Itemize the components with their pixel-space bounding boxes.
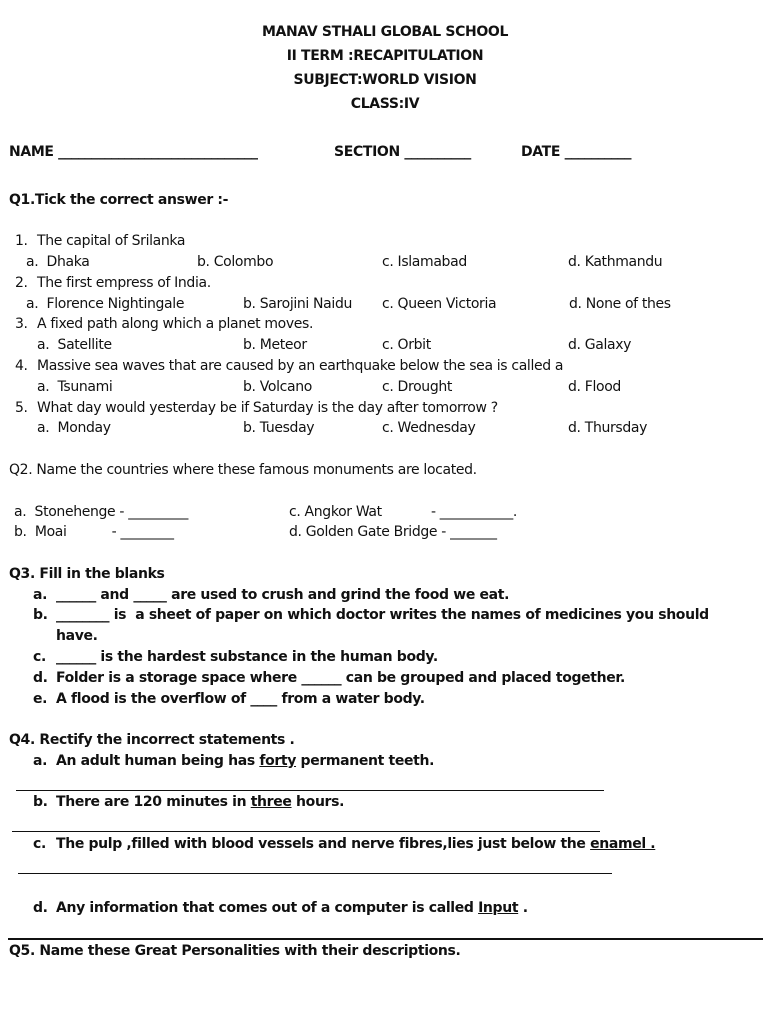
q1-option-a: a. Satellite — [37, 337, 112, 353]
q4-statement — [56, 837, 655, 851]
answer-line — [16, 790, 604, 791]
q2-item-a: a. Stonehenge - _________ — [14, 504, 189, 520]
q4-underlined-word: forty — [259, 753, 297, 769]
q3-label: c. — [33, 649, 46, 665]
q1-question: The first empress of India. — [37, 275, 211, 291]
q3-sentence: ______ and _____ are used to crush and grind the food we eat. — [56, 587, 510, 603]
q1-option-d: d. Thursday — [568, 420, 648, 436]
q4-statement — [56, 754, 434, 768]
q1-option-b: b. Colombo — [197, 254, 274, 270]
q3-label: e. — [33, 691, 48, 707]
q1-option-b: b. Sarojini Naidu — [243, 296, 353, 312]
q2-item-c: c. Angkor Wat - ___________. — [289, 504, 518, 520]
q4-statement-text: Any information that comes out of a computer is called — [56, 900, 479, 916]
q3-label: b. — [33, 607, 48, 623]
q2-item-d: d. Golden Gate Bridge - _______ — [289, 524, 497, 540]
q1-option-d: d. Flood — [568, 379, 621, 395]
school-name: MANAV STHALI GLOBAL SCHOOL — [261, 24, 509, 40]
q4-statement-text: The pulp ,filled with blood vessels and nerve fibres,lies just below the — [56, 836, 591, 852]
q3-label: d. — [33, 670, 48, 686]
q4-label: b. — [33, 794, 48, 810]
q3-label: a. — [33, 587, 48, 603]
q3-title: Q3. Fill in the blanks — [9, 566, 165, 582]
date-field: DATE __________ — [521, 144, 632, 160]
q1-option-b: b. Volcano — [243, 379, 312, 395]
q1-option-a: a. Monday — [37, 420, 111, 436]
name-field: NAME ______________________________ — [9, 144, 258, 160]
q1-question: The capital of Srilanka — [37, 233, 186, 249]
q4-label: a. — [33, 753, 48, 769]
q5-title: Q5. Name these Great Personalities with their descriptions. — [9, 943, 461, 959]
term-title: II TERM :RECAPITULATION — [286, 48, 484, 64]
q4-statement-text: hours. — [291, 794, 345, 810]
section-field: SECTION __________ — [334, 144, 471, 160]
q4-underlined-word: Input — [478, 900, 519, 916]
q1-option-c: c. Queen Victoria — [382, 296, 497, 312]
q2-item-b: b. Moai - ________ — [14, 524, 174, 540]
q3-sentence-continued: have. — [56, 628, 98, 644]
q3-sentence: ______ is the hardest substance in the human body. — [56, 649, 438, 665]
q4-statement-text: . — [518, 900, 528, 916]
q1-option-d: d. None of thes — [569, 296, 671, 312]
q4-statement-text: There are 120 minutes in — [56, 794, 251, 810]
q1-title: Q1.Tick the correct answer :- — [9, 192, 229, 208]
q1-number: 4. — [15, 358, 28, 374]
subject-title: SUBJECT:WORLD VISION — [293, 72, 477, 88]
q4-statement — [56, 795, 344, 809]
class-title: CLASS:IV — [350, 96, 420, 112]
q1-option-d: d. Kathmandu — [568, 254, 663, 270]
q4-statement — [56, 901, 528, 915]
q2-title: Q2. Name the countries where these famous monuments are located. — [9, 462, 477, 478]
q3-sentence: A flood is the overflow of ____ from a water body. — [56, 691, 425, 707]
q1-option-c: c. Drought — [382, 379, 453, 395]
q1-number: 1. — [15, 233, 28, 249]
q1-option-b: b. Meteor — [243, 337, 307, 353]
section-divider — [8, 938, 763, 940]
q1-option-d: d. Galaxy — [568, 337, 632, 353]
q1-question: What day would yesterday be if Saturday is the day after tomorrow ? — [37, 400, 498, 416]
q1-option-c: c. Islamabad — [382, 254, 467, 270]
q3-sentence: Folder is a storage space where ______ can be grouped and placed together. — [56, 670, 625, 686]
q4-statement-text: An adult human being has — [56, 753, 260, 769]
q4-title: Q4. Rectify the incorrect statements . — [9, 732, 295, 748]
q1-option-b: b. Tuesday — [243, 420, 315, 436]
q1-option-c: c. Orbit — [382, 337, 431, 353]
q1-question: Massive sea waves that are caused by an earthquake below the sea is called a — [37, 358, 564, 374]
answer-line — [12, 831, 600, 832]
q1-option-a: a. Tsunami — [37, 379, 113, 395]
q1-question: A fixed path along which a planet moves. — [37, 316, 314, 332]
q1-option-a: a. Florence Nightingale — [26, 296, 185, 312]
q1-number: 5. — [15, 400, 28, 416]
answer-line — [18, 873, 612, 874]
q1-number: 2. — [15, 275, 28, 291]
q4-underlined-word: enamel . — [590, 836, 656, 852]
q3-sentence: ________ is a sheet of paper on which doctor writes the names of medicines you should — [56, 607, 709, 623]
q1-number: 3. — [15, 316, 28, 332]
q4-underlined-word: three — [250, 794, 292, 810]
q4-label: c. — [33, 836, 46, 852]
q4-statement-text: permanent teeth. — [296, 753, 435, 769]
q1-option-c: c. Wednesday — [382, 420, 476, 436]
q1-option-a: a. Dhaka — [26, 254, 90, 270]
q4-label: d. — [33, 900, 48, 916]
